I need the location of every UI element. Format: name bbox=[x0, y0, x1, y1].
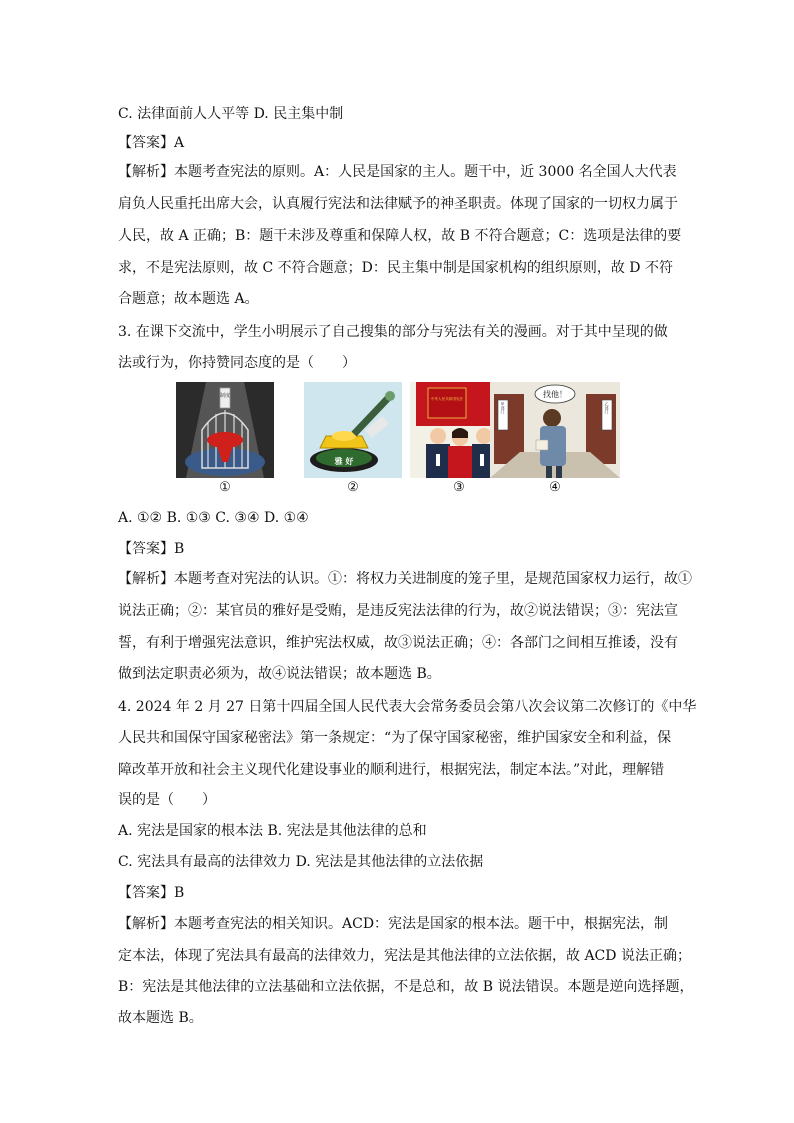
question-line: 人民共和国保守国家秘密法》第一条规定：“为了保守国家秘密，维护国家安全和利益，保 bbox=[118, 730, 672, 746]
comic-label-3: ③ bbox=[453, 480, 465, 495]
comic-strip bbox=[176, 382, 620, 496]
answer-line: 【答案】B bbox=[118, 541, 185, 557]
options-line: A. ①② B. ①③ C. ③④ D. ①④ bbox=[118, 510, 309, 526]
comic-panel-buck-passing bbox=[490, 382, 620, 478]
analysis-line: 肩负人民重托出席大会，认真履行宪法和法律赋予的神圣职责。体现了国家的一切权力属于 bbox=[118, 196, 678, 212]
analysis-line: 故本题选 B。 bbox=[118, 1010, 203, 1026]
question-line: 4. 2024 年 2 月 27 日第十四届全国人民代表大会常务委员会第八次会议第二次修订的《中华 bbox=[118, 699, 697, 715]
question-line: 误的是（ ） bbox=[118, 792, 216, 808]
analysis-line: 定本法，体现了宪法具有最高的法律效力，宪法是其他法律的立法依据，故 ACD 说法正确； bbox=[118, 948, 691, 964]
analysis-line: 【解析】本题考查对宪法的认识。①：将权力关进制度的笼子里，是规范国家权力运行，故① bbox=[118, 571, 692, 587]
analysis-line: 【解析】本题考查宪法的原则。A：人民是国家的主人。题干中，近 3000 名全国人大代表 bbox=[118, 164, 677, 180]
speech-bubble-text: 找他！ bbox=[543, 390, 567, 399]
option-line-c-d: C. 法律面前人人平等 D. 民主集中制 bbox=[118, 106, 344, 122]
door-left-text: 甲部门 bbox=[500, 402, 506, 414]
comic-label-1: ① bbox=[219, 480, 231, 495]
question-line: 法或行为，你持赞同态度的是（ ） bbox=[118, 355, 356, 371]
comic-label-2: ② bbox=[347, 480, 359, 495]
analysis-line: 说法正确；②：某官员的雅好是受贿，是违反宪法法律的行为，故②说法错误；③：宪法宣 bbox=[118, 603, 678, 619]
answer-line: 【答案】B bbox=[118, 885, 185, 901]
constitution-book-text: 中华人民共和国宪法 bbox=[430, 397, 464, 401]
plate-text: 雅 好 bbox=[334, 456, 354, 466]
comic-label-4: ④ bbox=[549, 480, 561, 495]
question-line: 障改革开放和社会主义现代化建设事业的顺利进行，根据宪法，制定本法。”对此，理解错 bbox=[118, 762, 665, 778]
analysis-line: 求，不是宪法原则，故 C 不符合题意；D：民主集中制是国家机构的组织原则，故 D 不符 bbox=[118, 260, 673, 276]
cage-sign-text: 制度 bbox=[219, 393, 231, 399]
analysis-line: B：宪法是其他法律的立法基础和立法依据，不是总和，故 B 说法错误。本题是逆向选择题， bbox=[118, 979, 694, 995]
analysis-line: 做到法定职责必须为，故④说法错误；故本题选 B。 bbox=[118, 666, 441, 682]
comic-panel-bribery bbox=[304, 382, 402, 478]
options-line: A. 宪法是国家的根本法 B. 宪法是其他法律的总和 bbox=[118, 823, 427, 839]
analysis-line: 合题意；故本题选 A。 bbox=[118, 291, 259, 307]
answer-line: 【答案】A bbox=[118, 135, 185, 151]
door-right-text: 乙部门 bbox=[604, 402, 610, 414]
options-line: C. 宪法具有最高的法律效力 D. 宪法是其他法律的立法依据 bbox=[118, 854, 484, 870]
comic-panel-cage bbox=[176, 382, 274, 478]
analysis-line: 人民，故 A 正确；B：题干未涉及尊重和保障人权，故 B 不符合题意；C：选项是法律的要 bbox=[118, 228, 682, 244]
analysis-line: 誓，有利于增强宪法意识，维护宪法权威，故③说法正确；④：各部门之间相互推诿，没有 bbox=[118, 635, 678, 651]
question-line: 3. 在课下交流中，学生小明展示了自己搜集的部分与宪法有关的漫画。对于其中呈现的做 bbox=[118, 324, 668, 340]
analysis-line: 【解析】本题考查宪法的相关知识。ACD：宪法是国家的根本法。题干中，根据宪法，制 bbox=[118, 916, 669, 932]
